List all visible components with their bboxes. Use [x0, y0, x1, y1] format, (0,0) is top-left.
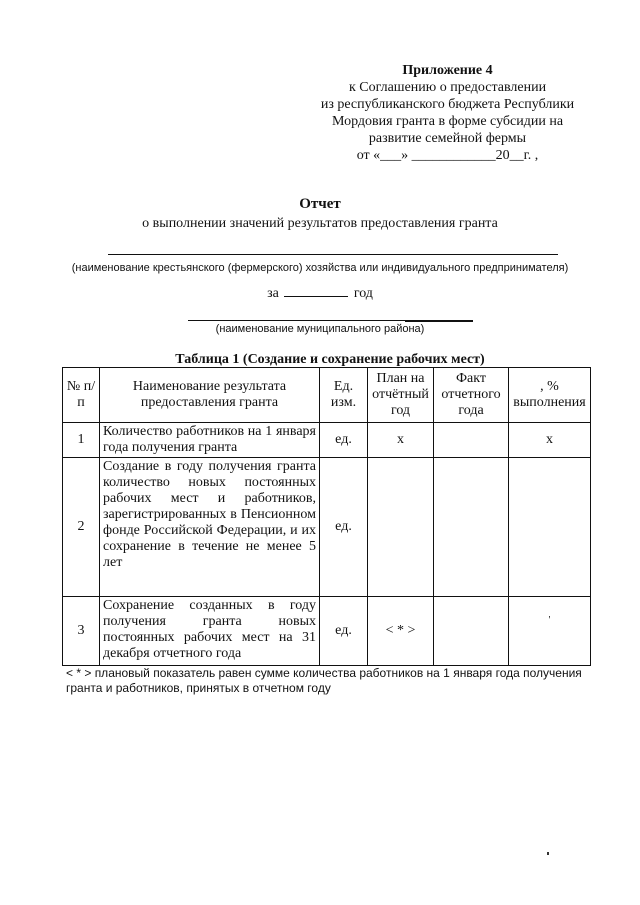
row-unit: ед.: [320, 458, 368, 597]
header-fact: Факт отчетного года: [434, 368, 509, 423]
row-unit: ед.: [320, 423, 368, 458]
header-percent: , % выполнения: [509, 368, 591, 423]
row-fact: [434, 423, 509, 458]
appendix-line: к Соглашению о предоставлении: [348, 80, 547, 95]
farm-name-caption: (наименование крестьянского (фермерского) хозяйства или индивидуального предпринимателя): [71, 262, 569, 274]
district-name-line-bold: [405, 320, 473, 322]
header-num: № п/п: [63, 368, 100, 423]
table-row: [63, 597, 591, 666]
appendix-line: Мордовия гранта в форме субсидии на: [331, 114, 564, 129]
row-num: 2: [63, 458, 100, 597]
appendix-line: развитие семейной фермы: [368, 131, 527, 146]
header-unit: Ед. изм.: [320, 368, 368, 423]
appendix-header: [300, 62, 595, 164]
row-fact: [434, 458, 509, 597]
report-title: Отчет: [299, 196, 341, 212]
row-percent: ': [509, 597, 591, 666]
year-blank-line: [284, 284, 348, 297]
footnote: < * > плановый показатель равен сумме количества работников на 1 января года получения гранта и работников, принятых в отчетном году: [66, 666, 582, 695]
row-plan: [368, 458, 434, 597]
row-name: Создание в году получения гранта количество новых постоянных рабочих мест и работников, зарегистрированных в Пенсионном фонде Российской Федерации, и их сохранение в течение не менее 5 лет: [100, 458, 320, 597]
row-num: 3: [63, 597, 100, 666]
appendix-line: из республиканского бюджета Республики: [320, 97, 575, 112]
header-name: Наименование результата предоставления гранта: [100, 368, 320, 423]
results-table: [62, 367, 591, 666]
row-percent: x: [509, 423, 591, 458]
row-name: Количество работников на 1 января года получения гранта: [100, 423, 320, 458]
row-plan: x: [368, 423, 434, 458]
header-plan: План на отчётный год: [368, 368, 434, 423]
table-caption: Таблица 1 (Создание и сохранение рабочих мест): [175, 352, 485, 367]
year-prefix: за: [267, 286, 279, 301]
report-subtitle: о выполнении значений результатов предоставления гранта: [142, 216, 498, 231]
row-plan: < * >: [368, 597, 434, 666]
row-fact: [434, 597, 509, 666]
row-unit: ед.: [320, 597, 368, 666]
page-speck: [547, 852, 549, 855]
table-row: [63, 458, 591, 597]
appendix-date-line: от «___» ____________20__г. ,: [356, 148, 539, 163]
report-year-row: [0, 284, 640, 302]
row-name: Сохранение созданных в году получения гранта новых постоянных рабочих мест на 31 декабря отчетного года: [100, 597, 320, 666]
row-num: 1: [63, 423, 100, 458]
farm-name-line: [108, 254, 558, 255]
year-suffix: год: [353, 286, 373, 301]
appendix-title: Приложение 4: [402, 63, 493, 78]
table-header-row: [63, 368, 591, 423]
table-row: [63, 423, 591, 458]
row-percent: [509, 458, 591, 597]
district-name-caption: (наименование муниципального района): [215, 323, 425, 335]
